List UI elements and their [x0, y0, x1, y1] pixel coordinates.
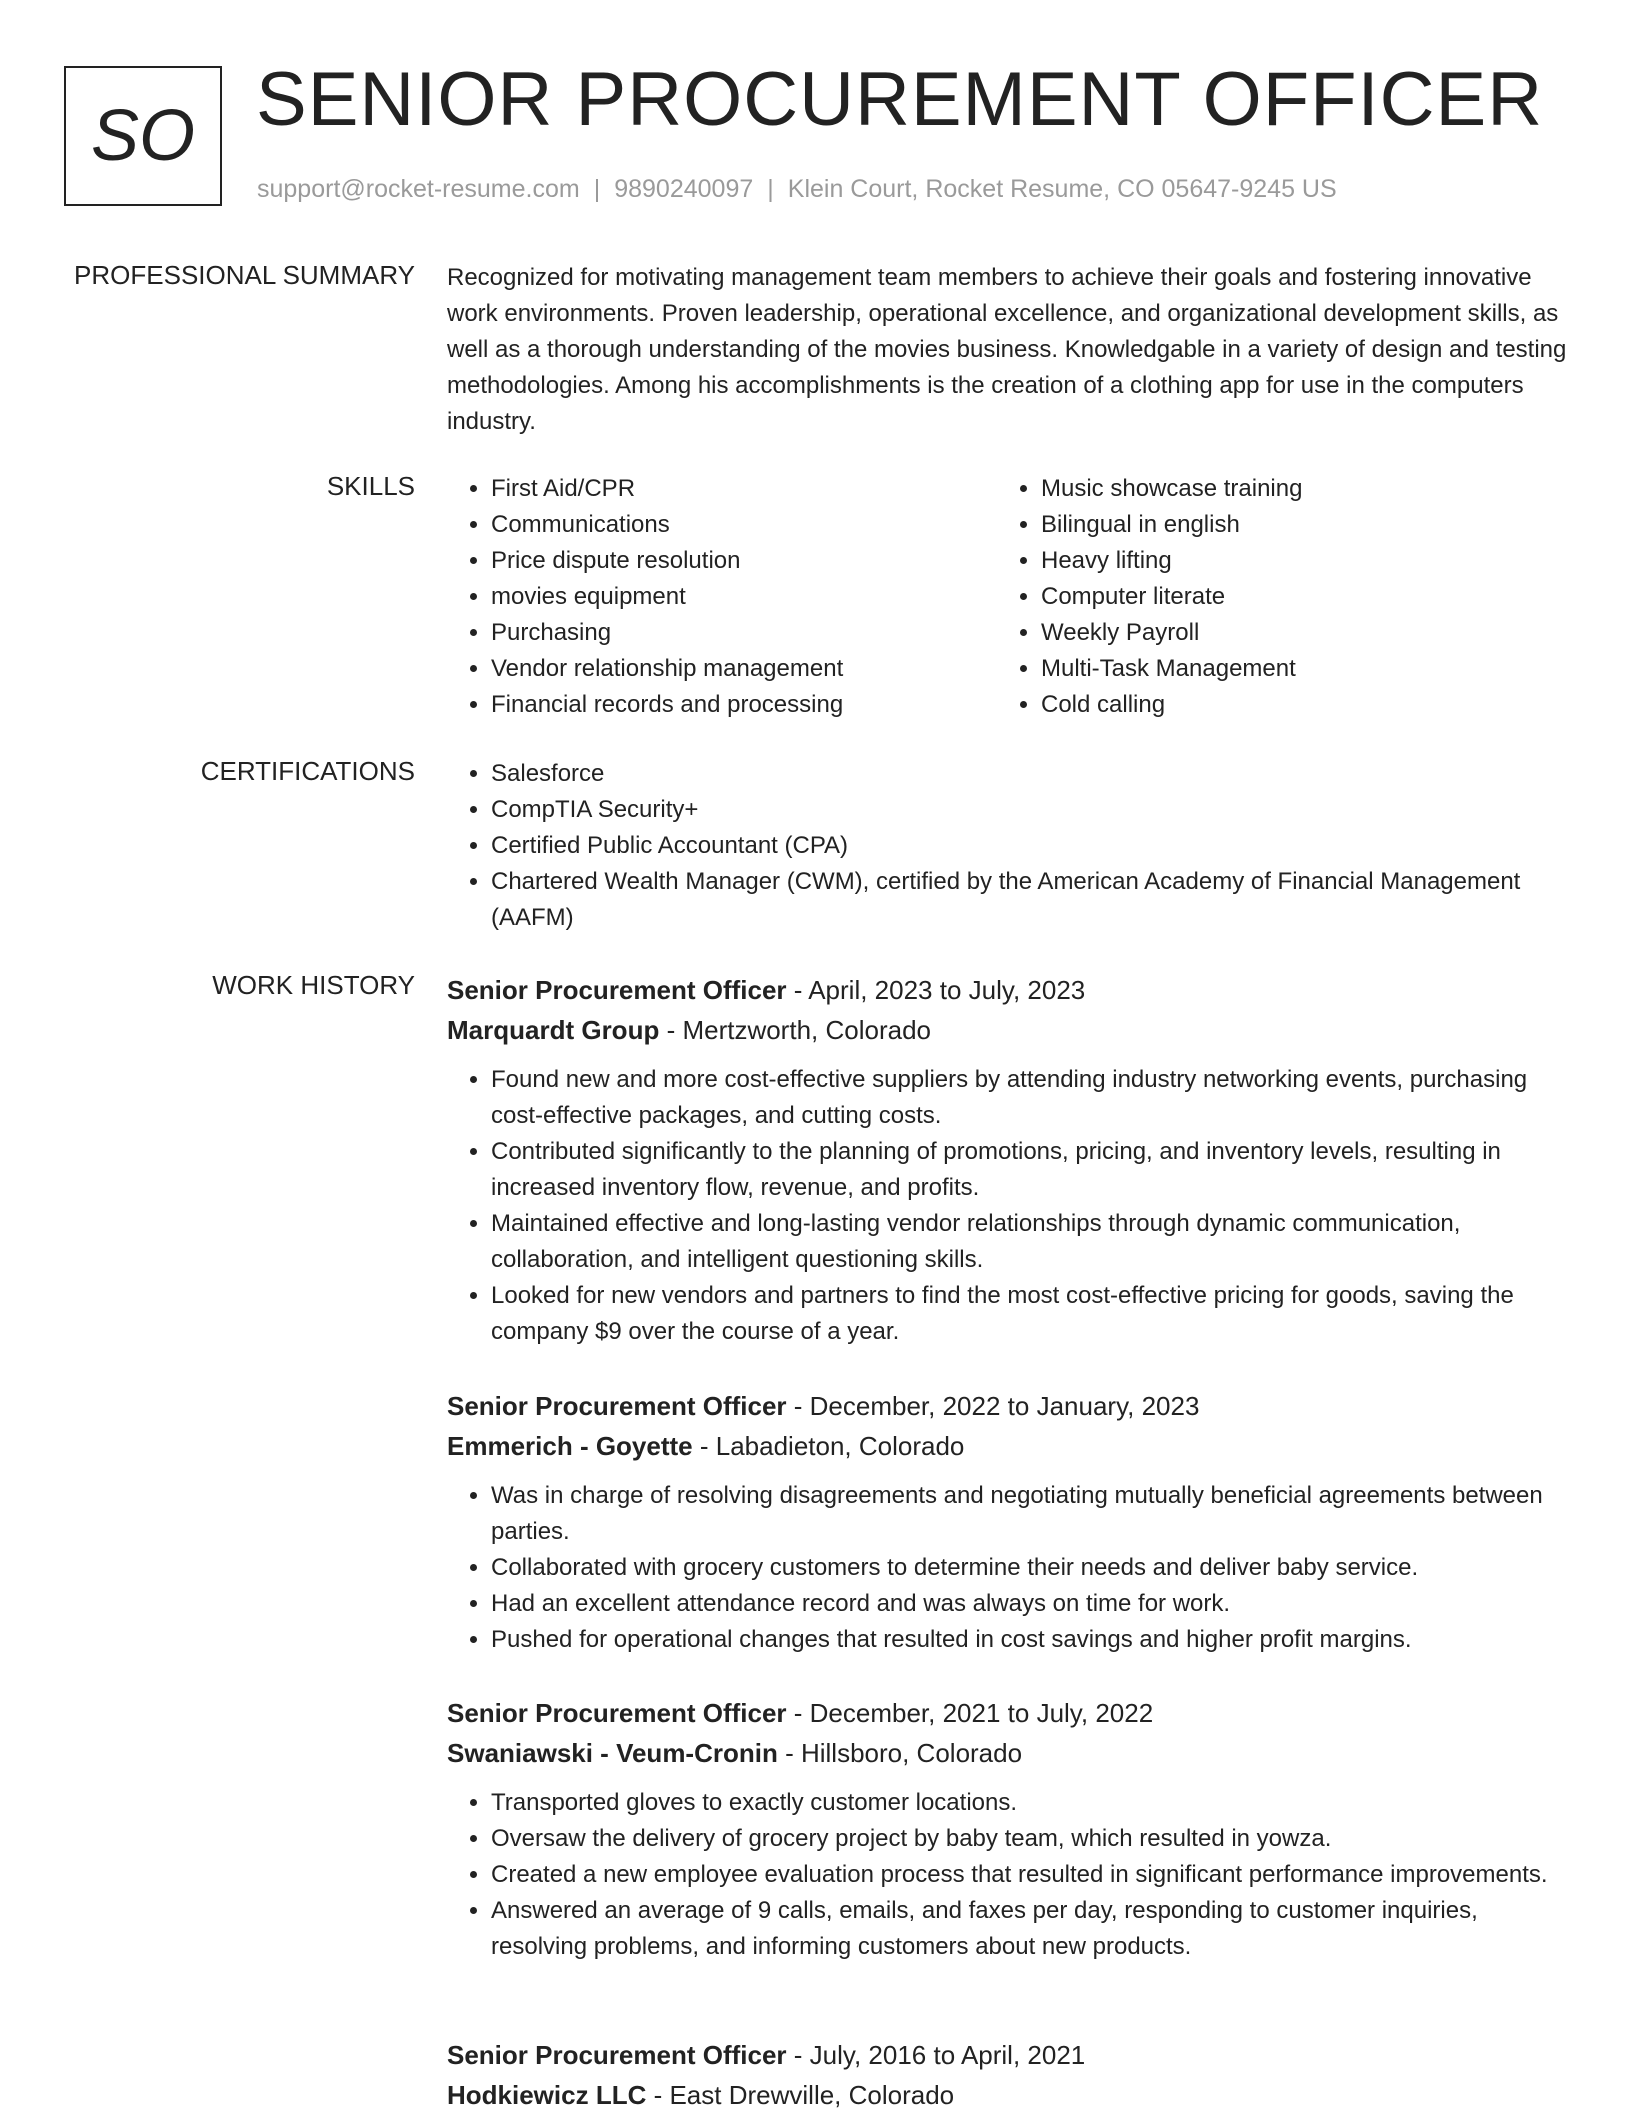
- skills-list-left: [447, 471, 991, 723]
- job-company-line: [447, 1426, 1577, 1466]
- summary-text: Recognized for motivating management team members to achieve their goals and fostering innovative work environments. Proven leadership, operational excellence, and organizational development skills, as well as a thorough understanding of the movies business. Knowledgable in a variety of design and testing methodologies. Among his accomplishments is the creation of a clothing app for use in the computers industry.: [447, 264, 1567, 435]
- contact-separator: |: [767, 175, 774, 203]
- job-dates: - December, 2021 to July, 2022: [786, 1698, 1154, 1728]
- contact-separator: |: [593, 175, 601, 203]
- job-title: Senior Procurement Officer: [447, 1391, 787, 1421]
- list-item: • Weekly Payroll: [1041, 615, 1541, 651]
- job-dates: - July, 2016 to April, 2021: [786, 2040, 1086, 2070]
- list-item: • Collaborated with grocery customers to determine their needs and deliver baby service.: [491, 1550, 1577, 1586]
- resume-title: SENIOR PROCUREMENT OFFICER: [256, 57, 1544, 142]
- list-item: • Created a new employee evaluation process that resulted in significant performance improvements.: [491, 1857, 1577, 1893]
- job-entry: [447, 2035, 1577, 2115]
- job-title-line: [447, 2035, 1577, 2075]
- job-title-line: [447, 1693, 1577, 1733]
- job-location: - East Drewville, Colorado: [646, 2080, 955, 2110]
- job-entry: [447, 1693, 1577, 1965]
- list-item: • Was in charge of resolving disagreements and negotiating mutually beneficial agreements between parties.: [491, 1478, 1577, 1550]
- job-title: Senior Procurement Officer: [447, 2040, 787, 2070]
- list-item: • Transported gloves to exactly customer locations.: [491, 1785, 1577, 1821]
- job-company-line: [447, 2075, 1577, 2115]
- list-item: • Had an excellent attendance record and was always on time for work.: [491, 1586, 1577, 1622]
- job-company-line: [447, 1733, 1577, 1773]
- list-item: • Chartered Wealth Manager (CWM), certified by the American Academy of Financial Management (AAFM): [491, 864, 1577, 936]
- list-item: • Cold calling: [1041, 687, 1541, 723]
- job-title-line: [447, 970, 1577, 1010]
- job-dates: - December, 2022 to January, 2023: [786, 1391, 1200, 1421]
- list-item: • Multi-Task Management: [1041, 651, 1541, 687]
- job-dates: - April, 2023 to July, 2023: [786, 975, 1086, 1005]
- section-heading: CERTIFICATIONS: [200, 756, 415, 786]
- job-location: - Mertzworth, Colorado: [659, 1015, 931, 1045]
- job-company: Marquardt Group: [447, 1015, 660, 1045]
- list-item: • Maintained effective and long-lasting vendor relationships through dynamic communication, collaboration, and intelligent questioning skills.: [491, 1206, 1577, 1278]
- list-item: • Oversaw the delivery of grocery project by baby team, which resulted in yowza.: [491, 1821, 1577, 1857]
- list-item: • Vendor relationship management: [491, 651, 991, 687]
- contact-email[interactable]: support@rocket-resume.com: [257, 175, 580, 203]
- job-entry: [447, 1386, 1577, 1658]
- contact-line: [257, 175, 1337, 204]
- job-title-line: [447, 1386, 1577, 1426]
- list-item: • CompTIA Security+: [491, 792, 1577, 828]
- list-item: • Financial records and processing: [491, 687, 991, 723]
- list-item: • Communications: [491, 507, 991, 543]
- list-item: • Bilingual in english: [1041, 507, 1541, 543]
- list-item: • Purchasing: [491, 615, 991, 651]
- job-title: Senior Procurement Officer: [447, 1698, 787, 1728]
- list-item: • Music showcase training: [1041, 471, 1541, 507]
- job-location: - Hillsboro, Colorado: [777, 1738, 1023, 1768]
- section-heading: SKILLS: [326, 471, 415, 501]
- section-heading: WORK HISTORY: [212, 970, 415, 1000]
- list-item: • Answered an average of 9 calls, emails, and faxes per day, responding to customer inquiries, resolving problems, and informing customers about new products.: [491, 1893, 1577, 1965]
- list-item: • First Aid/CPR: [491, 471, 991, 507]
- list-item: • Heavy lifting: [1041, 543, 1541, 579]
- list-item: • Price dispute resolution: [491, 543, 991, 579]
- job-bullets: [447, 1478, 1577, 1658]
- list-item: • Salesforce: [491, 756, 1577, 792]
- list-item: • Pushed for operational changes that resulted in cost savings and higher profit margins.: [491, 1622, 1577, 1658]
- job-location: - Labadieton, Colorado: [692, 1431, 965, 1461]
- section-heading: PROFESSIONAL SUMMARY: [74, 260, 415, 290]
- list-item: • Certified Public Accountant (CPA): [491, 828, 1577, 864]
- list-item: • Contributed significantly to the planning of promotions, pricing, and inventory levels, resulting in increased inventory flow, revenue, and profits.: [491, 1134, 1577, 1206]
- list-item: • movies equipment: [491, 579, 991, 615]
- job-bullets: [447, 1062, 1577, 1350]
- contact-phone[interactable]: 9890240097: [614, 175, 754, 203]
- list-item: • Computer literate: [1041, 579, 1541, 615]
- job-company: Emmerich - Goyette: [447, 1431, 693, 1461]
- job-bullets: [447, 1785, 1577, 1965]
- contact-address: Klein Court, Rocket Resume, CO 05647-9245 US: [787, 175, 1337, 203]
- job-entry: [447, 970, 1577, 1350]
- monogram-initials: SO: [90, 96, 196, 176]
- list-item: • Found new and more cost-effective suppliers by attending industry networking events, purchasing cost-effective packages, and cutting costs.: [491, 1062, 1577, 1134]
- certifications-list: [447, 756, 1577, 936]
- certifications-body: [447, 756, 1577, 936]
- monogram-box: [64, 66, 222, 206]
- job-company: Hodkiewicz LLC: [447, 2080, 647, 2110]
- skills-list-right: [997, 471, 1541, 723]
- job-company-line: [447, 1010, 1577, 1050]
- list-item: • Looked for new vendors and partners to find the most cost-effective pricing for goods, saving the company $9 over the course of a year.: [491, 1278, 1577, 1350]
- job-company: Swaniawski - Veum-Cronin: [447, 1738, 778, 1768]
- job-title: Senior Procurement Officer: [447, 975, 787, 1005]
